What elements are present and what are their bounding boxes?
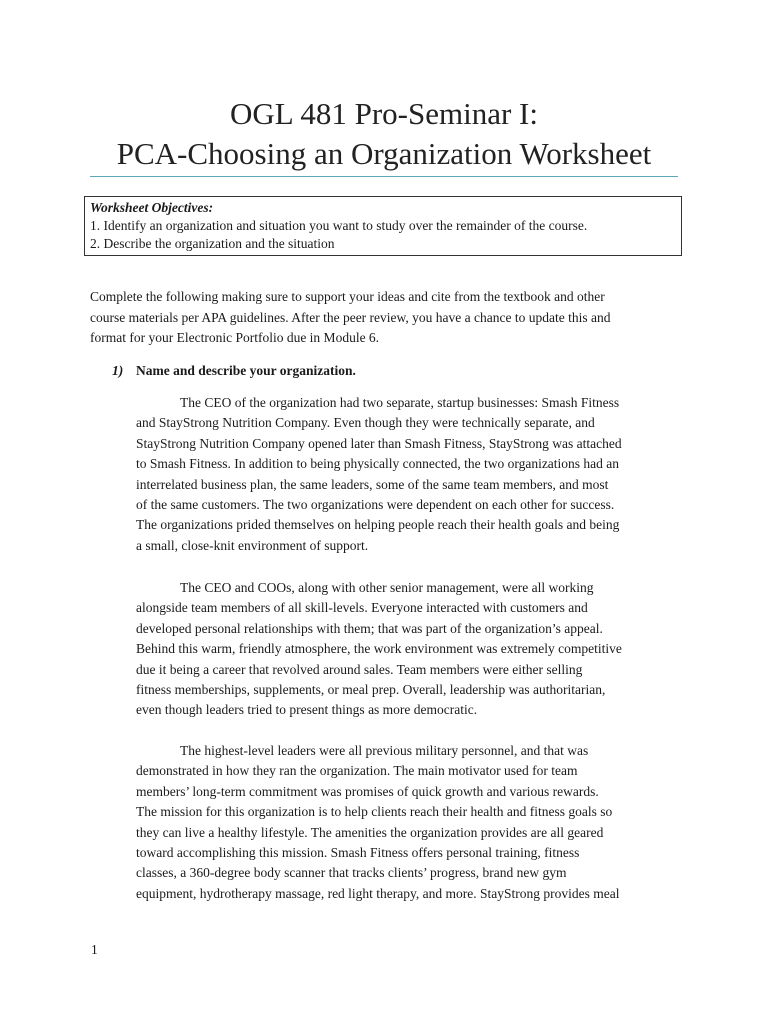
objective-item: 2. Describe the organization and the situation — [90, 236, 335, 251]
paragraph-line: fitness memberships, supplements, or meal prep. Overall, leadership was authoritarian, — [136, 682, 606, 698]
paragraph-line: of the same customers. The two organizations were dependent on each other for success. — [136, 497, 615, 513]
objective-item: 1. Identify an organization and situation you want to study over the remainder of the course. — [90, 218, 588, 233]
instructions-line: course materials per APA guidelines. After the peer review, you have a chance to update this and — [90, 309, 611, 325]
body-paragraph-3 — [136, 741, 676, 904]
paragraph-line: and StayStrong Nutrition Company. Even though they were technically separate, and — [136, 415, 595, 431]
paragraph-line: toward accomplishing this mission. Smash Fitness offers personal training, fitness — [136, 845, 580, 861]
body-paragraph-2 — [136, 578, 676, 721]
document-title-line-1: OGL 481 Pro-Seminar I: — [230, 96, 538, 131]
paragraph-line: The CEO and COOs, along with other senior management, were all working — [180, 580, 594, 595]
title-divider — [90, 176, 678, 177]
paragraph-line: a small, close-knit environment of support. — [136, 537, 369, 553]
paragraph-line: demonstrated in how they ran the organization. The main motivator used for team — [136, 763, 578, 779]
paragraph-line: to Smash Fitness. In addition to being physically connected, the two organizations had an — [136, 456, 620, 472]
paragraph-line: StayStrong Nutrition Company opened later than Smash Fitness, StayStrong was attached — [136, 435, 622, 451]
objectives-heading: Worksheet Objectives: — [90, 200, 214, 215]
paragraph-line: classes, a 360-degree body scanner that tracks clients’ progress, brand new gym — [136, 865, 567, 881]
paragraph-line: due it being a career that revolved around sales. Team members were either selling — [136, 661, 583, 677]
objectives-box — [84, 196, 682, 256]
paragraph-line: Behind this warm, friendly atmosphere, the work environment was extremely competitive — [136, 641, 622, 657]
question-number: 1) — [112, 363, 124, 378]
paragraph-line: The highest-level leaders were all previous military personnel, and that was — [180, 743, 589, 758]
question-text: Name and describe your organization. — [136, 363, 356, 378]
paragraph-line: developed personal relationships with them; that was part of the organization’s appeal. — [136, 620, 603, 636]
paragraph-line: equipment, hydrotherapy massage, red light therapy, and more. StayStrong provides meal — [136, 885, 620, 901]
body-paragraph-1 — [136, 393, 676, 556]
document-title-line-2: PCA-Choosing an Organization Worksheet — [116, 136, 652, 171]
paragraph-line: they can live a healthy lifestyle. The amenities the organization provides are all geared — [136, 824, 604, 840]
instructions-line: Complete the following making sure to support your ideas and cite from the textbook and other — [90, 289, 605, 304]
paragraph-line: The organizations prided themselves on helping people reach their health goals and being — [136, 517, 620, 533]
paragraph-line: alongside team members of all skill-levels. Everyone interacted with customers and — [136, 600, 588, 616]
paragraph-line: members’ long-term commitment was promises of quick growth and various rewards. — [136, 783, 599, 799]
paragraph-line: interrelated business plan, the same leaders, some of the same team members, and most — [136, 476, 609, 492]
paragraph-line: The mission for this organization is to help clients reach their health and fitness goals so — [136, 804, 613, 820]
instructions-line: format for your Electronic Portfolio due in Module 6. — [90, 330, 380, 345]
question-1-heading — [112, 361, 356, 381]
page-number: 1 — [91, 942, 98, 957]
paragraph-line: The CEO of the organization had two separate, startup businesses: Smash Fitness — [180, 395, 620, 410]
instructions-paragraph — [90, 287, 690, 349]
paragraph-line: even though leaders tried to present things as more democratic. — [136, 702, 478, 718]
